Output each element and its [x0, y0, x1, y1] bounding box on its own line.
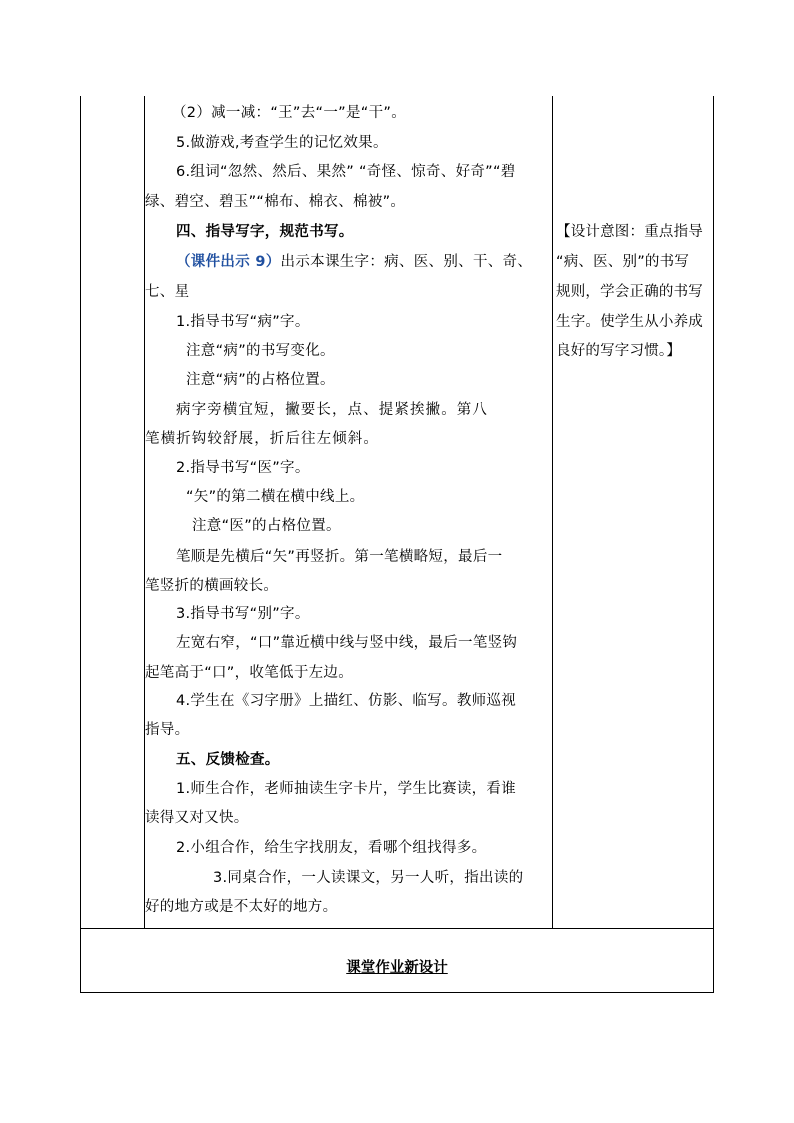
guide-yi-detail-1: 笔顺是先横后“矢”再竖折。第一笔横略短，最后一: [176, 549, 503, 565]
game-step-line: 5.做游戏,考查学生的记忆效果。: [176, 135, 388, 151]
table-bottom-border: [80, 992, 714, 993]
table-left-border: [80, 96, 81, 993]
guide-yi-note-1: “矢”的第二横在横中线上。: [186, 489, 365, 505]
section-4-heading: 四、指导写字，规范书写。: [176, 224, 354, 240]
guide-bing-note-2: 注意“病”的占格位置。: [186, 372, 335, 388]
table-right-border: [713, 96, 714, 993]
guide-bing-note-1: 注意“病”的书写变化。: [186, 343, 335, 359]
guide-bie-detail-1: 左宽右窄，“口”靠近横中线与竖中线，最后一笔竖钩: [176, 635, 518, 651]
guide-yi-heading: 2.指导书写“医”字。: [176, 460, 310, 476]
guide-bing-heading: 1.指导书写“病”字。: [176, 314, 310, 330]
guide-bing-detail-1: 病字旁横宜短，撇要长，点、提紧挨撇。第八: [176, 402, 488, 418]
practice-line-1: 4.学生在《习字册》上描红、仿影、临写。教师巡视: [176, 693, 517, 709]
design-note-line-1: 【设计意图：重点指导: [556, 224, 703, 240]
homework-design-title: 课堂作业新设计: [346, 960, 448, 976]
courseware-line-2: 七、星: [145, 284, 190, 300]
feedback-1-line-1: 1.师生合作，老师抽读生字卡片，学生比赛读，看谁: [176, 781, 517, 797]
courseware-text: 出示本课生字：病、医、别、干、奇、: [280, 254, 533, 270]
design-note-line-2: “病、医、别”的书写: [556, 254, 690, 270]
column-divider-right: [552, 96, 553, 928]
row-divider: [80, 928, 714, 929]
courseware-label: （课件出示 9）: [176, 254, 281, 270]
design-note-line-4: 生字。使学生从小养成: [556, 314, 703, 330]
guide-yi-note-2: 注意“医”的占格位置。: [192, 518, 341, 534]
step-subtract-line: （2）减一减：“王”去“一”是“干”。: [172, 105, 406, 121]
feedback-3-line-1: 3.同桌合作，一人读课文，另一人听，指出读的: [213, 870, 524, 886]
practice-line-2: 指导。: [145, 722, 190, 738]
guide-yi-detail-2: 笔竖折的横画较长。: [145, 578, 279, 594]
feedback-3-line-2: 好的地方或是不太好的地方。: [145, 899, 338, 915]
feedback-1-line-2: 读得又对又快。: [145, 810, 249, 826]
design-note-line-5: 良好的写字习惯。】: [556, 343, 682, 359]
column-divider-left: [144, 96, 145, 928]
word-group-line-1: 6.组词“忽然、然后、果然” “奇怪、惊奇、好奇”“碧: [176, 164, 516, 180]
courseware-line: [176, 252, 532, 272]
design-note-line-3: 规则，学会正确的书写: [556, 284, 703, 300]
feedback-2-line: 2.小组合作，给生字找朋友，看哪个组找得多。: [176, 840, 487, 856]
guide-bie-detail-2: 起笔高于“口”，收笔低于左边。: [145, 665, 354, 681]
guide-bing-detail-2: 笔横折钩较舒展，折后往左倾斜。: [145, 431, 379, 447]
section-5-heading: 五、反馈检查。: [176, 752, 280, 768]
guide-bie-heading: 3.指导书写“别”字。: [176, 606, 310, 622]
word-group-line-2: 绿、碧空、碧玉”“棉布、棉衣、棉被”。: [145, 194, 406, 210]
